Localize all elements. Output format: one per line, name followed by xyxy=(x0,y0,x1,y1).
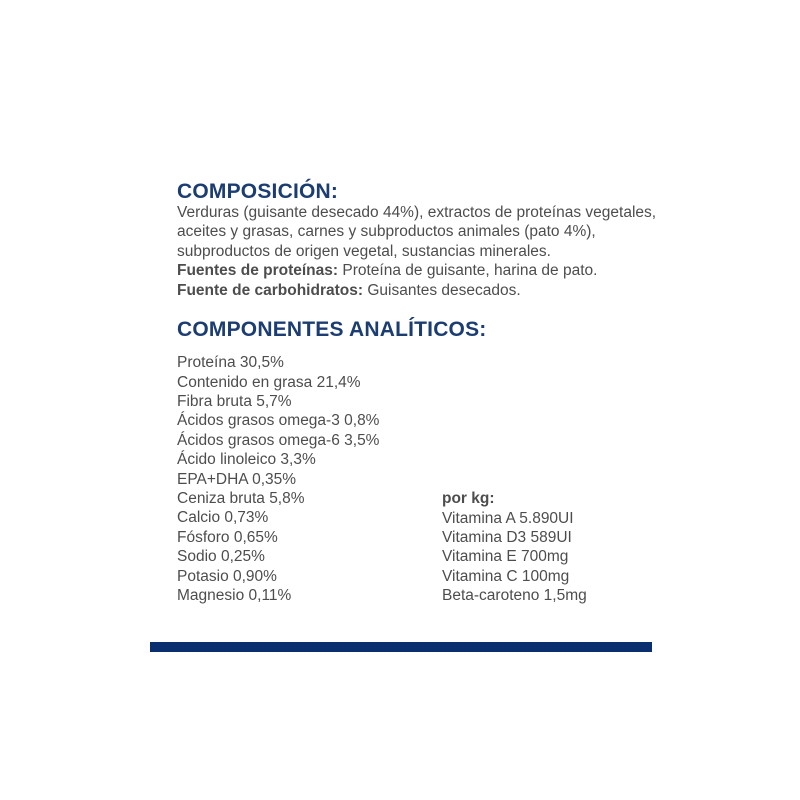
analytic-line: Contenido en grasa 21,4% xyxy=(177,373,361,391)
carb-source-label: Fuente de carbohidratos: xyxy=(177,281,364,299)
analytic-line: EPA+DHA 0,35% xyxy=(177,470,297,488)
composicion-paragraph: Verduras (guisante desecado 44%), extractos de proteínas vegetales, aceites y grasas, carnes y subproductos animales (pato 4%), subproductos de origen vegetal, sustancias minerales. xyxy=(177,204,657,260)
analytic-line: Ceniza bruta 5,8% xyxy=(177,489,305,507)
bottom-divider-rule xyxy=(150,642,652,652)
per-kilogram-header: por kg: xyxy=(442,490,495,508)
analytic-line: Fósforo 0,65% xyxy=(177,528,278,546)
analytic-line: Potasio 0,90% xyxy=(177,567,277,585)
vitamin-line: Vitamina A 5.890UI xyxy=(442,509,574,527)
label-content xyxy=(177,168,677,606)
componentes-analiticos-heading: COMPONENTES ANALÍTICOS: xyxy=(177,318,487,342)
analytic-line: Ácidos grasos omega-3 0,8% xyxy=(177,412,380,430)
analytic-line: Calcio 0,73% xyxy=(177,509,269,527)
analytic-right-column xyxy=(442,353,587,605)
vitamin-line: Vitamina D3 589UI xyxy=(442,528,572,546)
analytic-line: Sodio 0,25% xyxy=(177,548,265,566)
composicion-body xyxy=(177,203,677,300)
vitamin-line: Vitamina C 100mg xyxy=(442,567,570,585)
composicion-heading: COMPOSICIÓN: xyxy=(177,180,339,203)
protein-sources-value: Proteína de guisante, harina de pato. xyxy=(338,262,598,280)
vitamin-line: Vitamina E 700mg xyxy=(442,548,569,566)
analytic-columns xyxy=(177,353,677,605)
protein-sources-label: Fuentes de proteínas: xyxy=(177,262,339,280)
vitamin-line: Beta-caroteno 1,5mg xyxy=(442,587,587,605)
section-componentes-analiticos xyxy=(177,319,677,605)
analytic-line: Ácido linoleico 3,3% xyxy=(177,451,316,469)
analytic-line: Fibra bruta 5,7% xyxy=(177,392,292,410)
carb-source-value: Guisantes desecados. xyxy=(363,281,521,299)
section-composicion xyxy=(177,181,677,300)
analytic-left-column xyxy=(177,353,442,605)
analytic-line: Ácidos grasos omega-6 3,5% xyxy=(177,431,380,449)
analytic-line: Magnesio 0,11% xyxy=(177,587,292,604)
analytic-line: Proteína 30,5% xyxy=(177,354,284,372)
